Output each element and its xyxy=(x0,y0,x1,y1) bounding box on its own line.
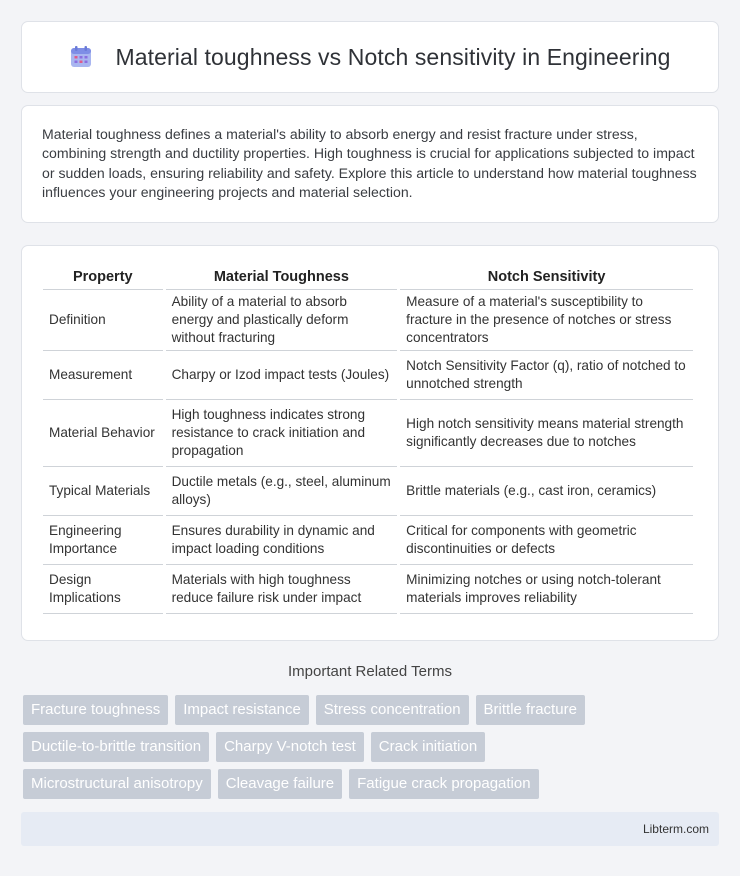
table-row xyxy=(43,565,693,614)
comparison-table-card xyxy=(21,245,719,641)
table-cell: High notch sensitivity means material strength significantly decreases due to notches xyxy=(400,400,693,467)
table-cell: Engineering Importance xyxy=(43,516,163,565)
tag-row xyxy=(23,695,723,725)
tag-microstructural-anisotropy[interactable]: Microstructural anisotropy xyxy=(23,769,211,799)
header-notch-sensitivity: Notch Sensitivity xyxy=(400,264,693,290)
table-cell: Ensures durability in dynamic and impact loading conditions xyxy=(166,516,398,565)
intro-text: Material toughness defines a material's ability to absorb energy and resist fracture under stress, combining strength and ductility properties. High toughness is crucial for applications subjected to impact or sudden loads, ensuring reliability and safety. Explore this article to understand how material toughness influences your engineering projects and material selection. xyxy=(42,126,697,200)
footer xyxy=(21,812,719,846)
tag-cleavage-failure[interactable]: Cleavage failure xyxy=(218,769,342,799)
header-property: Property xyxy=(43,264,163,290)
table-cell: Ability of a material to absorb energy and plastically deform without fracturing xyxy=(166,290,398,351)
table-cell: Material Behavior xyxy=(43,400,163,467)
page-title: Material toughness vs Notch sensitivity in Engineering xyxy=(115,43,671,70)
table-cell: Ductile metals (e.g., steel, aluminum alloys) xyxy=(166,467,398,516)
tag-impact-resistance[interactable]: Impact resistance xyxy=(175,695,309,725)
related-terms-tags xyxy=(23,695,723,806)
table-row xyxy=(43,290,693,351)
tag-brittle-fracture[interactable]: Brittle fracture xyxy=(476,695,585,725)
tag-charpy-v-notch-test[interactable]: Charpy V-notch test xyxy=(216,732,364,762)
table-row xyxy=(43,351,693,400)
table-cell: High toughness indicates strong resistance to crack initiation and propagation xyxy=(166,400,398,467)
comparison-table xyxy=(40,264,696,614)
tag-row xyxy=(23,732,723,762)
intro-card xyxy=(21,105,719,223)
table-cell: Materials with high toughness reduce failure risk under impact xyxy=(166,565,398,614)
tag-fatigue-crack-propagation[interactable]: Fatigue crack propagation xyxy=(349,769,538,799)
tag-ductile-to-brittle-transition[interactable]: Ductile-to-brittle transition xyxy=(23,732,209,762)
tag-stress-concentration[interactable]: Stress concentration xyxy=(316,695,469,725)
table-cell: Measure of a material's susceptibility to fracture in the presence of notches or stress concentrators xyxy=(400,290,693,351)
table-cell: Minimizing notches or using notch-tolerant materials improves reliability xyxy=(400,565,693,614)
related-terms-title: Important Related Terms xyxy=(288,663,452,680)
table-cell: Notch Sensitivity Factor (q), ratio of notched to unnotched strength xyxy=(400,351,693,400)
table-row xyxy=(43,516,693,565)
tag-crack-initiation[interactable]: Crack initiation xyxy=(371,732,485,762)
table-row xyxy=(43,400,693,467)
table-cell: Critical for components with geometric discontinuities or defects xyxy=(400,516,693,565)
tag-fracture-toughness[interactable]: Fracture toughness xyxy=(23,695,168,725)
header-material-toughness: Material Toughness xyxy=(166,264,398,290)
table-header-row xyxy=(43,264,693,290)
table-cell: Brittle materials (e.g., cast iron, ceramics) xyxy=(400,467,693,516)
table-cell: Measurement xyxy=(43,351,163,400)
calendar-icon xyxy=(69,45,93,69)
table-cell: Typical Materials xyxy=(43,467,163,516)
title-card xyxy=(21,21,719,93)
tag-row xyxy=(23,769,723,799)
table-cell: Charpy or Izod impact tests (Joules) xyxy=(166,351,398,400)
footer-site-link[interactable]: Libterm.com xyxy=(642,822,709,836)
table-row xyxy=(43,467,693,516)
table-cell: Design Implications xyxy=(43,565,163,614)
table-cell: Definition xyxy=(43,290,163,351)
